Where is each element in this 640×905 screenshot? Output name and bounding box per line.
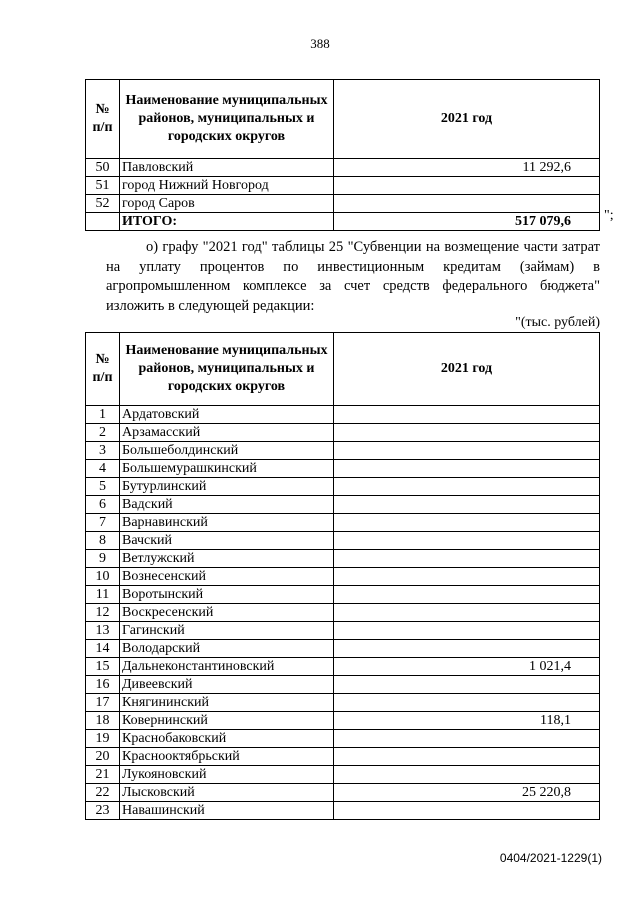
table-row	[86, 748, 600, 766]
table-row	[86, 514, 600, 532]
district-name: Большемурашкинский	[120, 460, 334, 478]
amount	[334, 568, 600, 586]
table-row	[86, 712, 600, 730]
row-number: 15	[86, 658, 120, 676]
table-row	[86, 730, 600, 748]
table-row	[86, 694, 600, 712]
district-name: Ветлужский	[120, 550, 334, 568]
amount	[334, 676, 600, 694]
unit-note: "(тыс. рублей)	[515, 315, 600, 330]
row-number: 6	[86, 496, 120, 514]
table-row	[86, 177, 600, 195]
amount	[334, 177, 600, 195]
district-name: Вачский	[120, 532, 334, 550]
amendment-text: о) графу "2021 год" таблицы 25 "Субвенции на возмещение части затрат на уплату процентов по инвестиционным кредитам (займам) в агропромышленном комплексе за счет средств федерального бюджета" изложить в следующей редакции:	[106, 239, 600, 314]
row-number: 4	[86, 460, 120, 478]
amount	[334, 640, 600, 658]
amount	[334, 442, 600, 460]
table-closing-quote: ";	[604, 208, 614, 223]
table-row	[86, 802, 600, 820]
table-row	[86, 195, 600, 213]
row-number: 50	[86, 159, 120, 177]
district-name: Бутурлинский	[120, 478, 334, 496]
row-number: 18	[86, 712, 120, 730]
document-number: 0404/2021-1229(1)	[499, 851, 602, 865]
amount	[334, 532, 600, 550]
amount	[334, 748, 600, 766]
district-name: Краснооктябрьский	[120, 748, 334, 766]
district-name: Большеболдинский	[120, 442, 334, 460]
row-number: 13	[86, 622, 120, 640]
district-name: Княгининский	[120, 694, 334, 712]
table-row	[86, 640, 600, 658]
header-num: № п/п	[86, 333, 120, 406]
amount	[334, 195, 600, 213]
page-number: 388	[310, 36, 330, 51]
district-name: Ковернинский	[120, 712, 334, 730]
district-name: Воскресенский	[120, 604, 334, 622]
row-number: 23	[86, 802, 120, 820]
row-number: 19	[86, 730, 120, 748]
header-name: Наименование муниципальных районов, муниципальных и городских округов	[120, 80, 334, 159]
amount	[334, 478, 600, 496]
subvention-table-25	[85, 332, 600, 820]
amount	[334, 424, 600, 442]
amount	[334, 514, 600, 532]
amount	[334, 496, 600, 514]
amount	[334, 694, 600, 712]
amount: 1 021,4	[334, 658, 600, 676]
district-name: Арзамасский	[120, 424, 334, 442]
amount	[334, 766, 600, 784]
district-name: Дивеевский	[120, 676, 334, 694]
row-number: 20	[86, 748, 120, 766]
row-number: 11	[86, 586, 120, 604]
table-row	[86, 496, 600, 514]
district-name: Краснобаковский	[120, 730, 334, 748]
row-number: 8	[86, 532, 120, 550]
table-row	[86, 622, 600, 640]
district-name: Павловский	[120, 159, 334, 177]
district-name: Дальнеконстантиновский	[120, 658, 334, 676]
row-number: 22	[86, 784, 120, 802]
amount	[334, 586, 600, 604]
row-number: 2	[86, 424, 120, 442]
amount	[334, 550, 600, 568]
table-row	[86, 406, 600, 424]
table-row	[86, 676, 600, 694]
district-name: Володарский	[120, 640, 334, 658]
amount: 11 292,6	[334, 159, 600, 177]
table-row	[86, 766, 600, 784]
total-num	[86, 213, 120, 231]
row-number: 3	[86, 442, 120, 460]
district-name: Навашинский	[120, 802, 334, 820]
row-number: 1	[86, 406, 120, 424]
row-number: 21	[86, 766, 120, 784]
row-number: 7	[86, 514, 120, 532]
table-row	[86, 159, 600, 177]
row-number: 5	[86, 478, 120, 496]
amount: 25 220,8	[334, 784, 600, 802]
district-name: Лукояновский	[120, 766, 334, 784]
table-row	[86, 784, 600, 802]
table-row	[86, 478, 600, 496]
table-row	[86, 460, 600, 478]
subsidy-table-continued	[85, 79, 600, 231]
amendment-paragraph	[106, 238, 600, 316]
table-row	[86, 442, 600, 460]
district-name: Вознесенский	[120, 568, 334, 586]
district-name: Лысковский	[120, 784, 334, 802]
table-row	[86, 424, 600, 442]
district-name: Воротынский	[120, 586, 334, 604]
table-row	[86, 532, 600, 550]
amount	[334, 730, 600, 748]
total-row	[86, 213, 600, 231]
table-row	[86, 604, 600, 622]
district-name: город Нижний Новгород	[120, 177, 334, 195]
row-number: 16	[86, 676, 120, 694]
district-name: город Саров	[120, 195, 334, 213]
amount	[334, 406, 600, 424]
row-number: 9	[86, 550, 120, 568]
total-value: 517 079,6	[334, 213, 600, 231]
table-row	[86, 658, 600, 676]
header-year: 2021 год	[334, 80, 600, 159]
district-name: Ардатовский	[120, 406, 334, 424]
row-number: 12	[86, 604, 120, 622]
district-name: Вадский	[120, 496, 334, 514]
row-number: 10	[86, 568, 120, 586]
row-number: 51	[86, 177, 120, 195]
header-year: 2021 год	[334, 333, 600, 406]
table-row	[86, 550, 600, 568]
row-number: 52	[86, 195, 120, 213]
district-name: Варнавинский	[120, 514, 334, 532]
amount	[334, 604, 600, 622]
header-num: № п/п	[86, 80, 120, 159]
row-number: 14	[86, 640, 120, 658]
district-name: Гагинский	[120, 622, 334, 640]
amount	[334, 460, 600, 478]
table-row	[86, 568, 600, 586]
header-name: Наименование муниципальных районов, муниципальных и городских округов	[120, 333, 334, 406]
row-number: 17	[86, 694, 120, 712]
amount: 118,1	[334, 712, 600, 730]
amount	[334, 622, 600, 640]
table-row	[86, 586, 600, 604]
total-label: ИТОГО:	[120, 213, 334, 231]
amount	[334, 802, 600, 820]
